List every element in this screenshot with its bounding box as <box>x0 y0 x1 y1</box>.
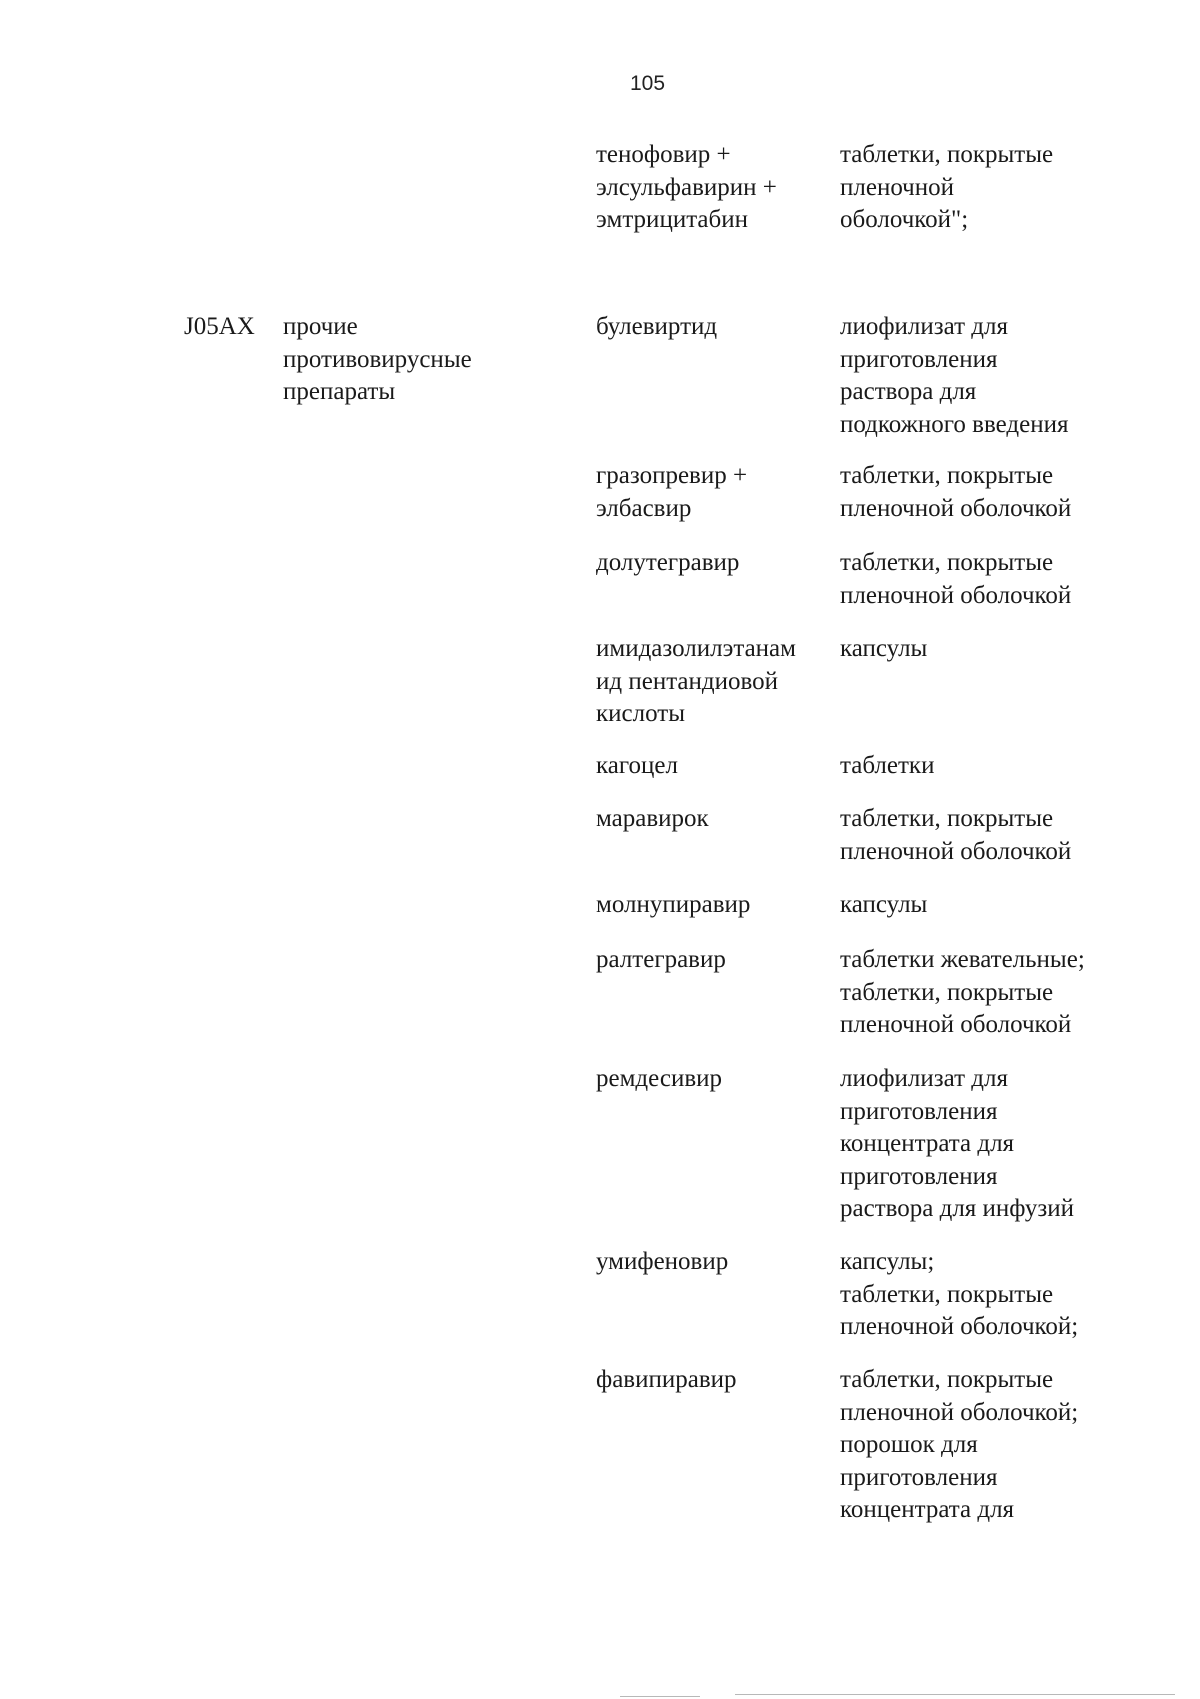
drug-name-cell: маравирок <box>596 805 709 832</box>
drug-name-cell: имидазолилэтанам ид пентандиовой кислоты <box>596 635 796 727</box>
page-number: 105 <box>630 72 666 95</box>
drug-name-cell: фавипиравир <box>596 1366 737 1393</box>
dosage-form-cell: капсулы; таблетки, покрытые пленочной оболочкой; <box>840 1248 1079 1340</box>
dosage-form-cell: лиофилизат для приготовления раствора для подкожного введения <box>840 313 1069 438</box>
dosage-form-cell: капсулы <box>840 635 928 662</box>
drug-name-cell: кагоцел <box>596 752 678 779</box>
dosage-form-cell: таблетки, покрытые пленочной оболочкой <box>840 549 1072 609</box>
dosage-form-cell: лиофилизат для приготовления концентрата для приготовления раствора для инфузий <box>840 1065 1075 1222</box>
drug-name-cell: ралтегравир <box>596 946 726 973</box>
dosage-form-cell: таблетки <box>840 752 935 779</box>
drug-name-cell: булевиртид <box>596 313 718 340</box>
dosage-form-cell: таблетки жевательные; таблетки, покрытые пленочной оболочкой <box>840 946 1085 1038</box>
dosage-form-cell: таблетки, покрытые пленочной оболочкой <box>840 805 1072 865</box>
atc-group-name: прочие противовирусные препараты <box>283 313 472 405</box>
scan-artifact-line <box>735 1694 1175 1695</box>
drug-name-cell: гразопревир + элбасвир <box>596 462 748 522</box>
dosage-form-cell: таблетки, покрытые пленочной оболочкой <box>840 462 1072 522</box>
dosage-form-cell: капсулы <box>840 891 928 918</box>
drug-name-cell: умифеновир <box>596 1248 729 1275</box>
dosage-form-cell: таблетки, покрытые пленочной оболочкой"; <box>840 141 1054 233</box>
drug-name-cell: долутегравир <box>596 549 740 576</box>
atc-code: J05AX <box>184 313 255 340</box>
drug-name-cell: тенофовир + элсульфавирин + эмтрицитабин <box>596 141 777 233</box>
dosage-form-cell: таблетки, покрытые пленочной оболочкой; порошок для приготовления концентрата для <box>840 1366 1079 1523</box>
scan-artifact-line <box>620 1696 700 1697</box>
drug-name-cell: ремдесивир <box>596 1065 723 1092</box>
drug-name-cell: молнупиравир <box>596 891 751 918</box>
